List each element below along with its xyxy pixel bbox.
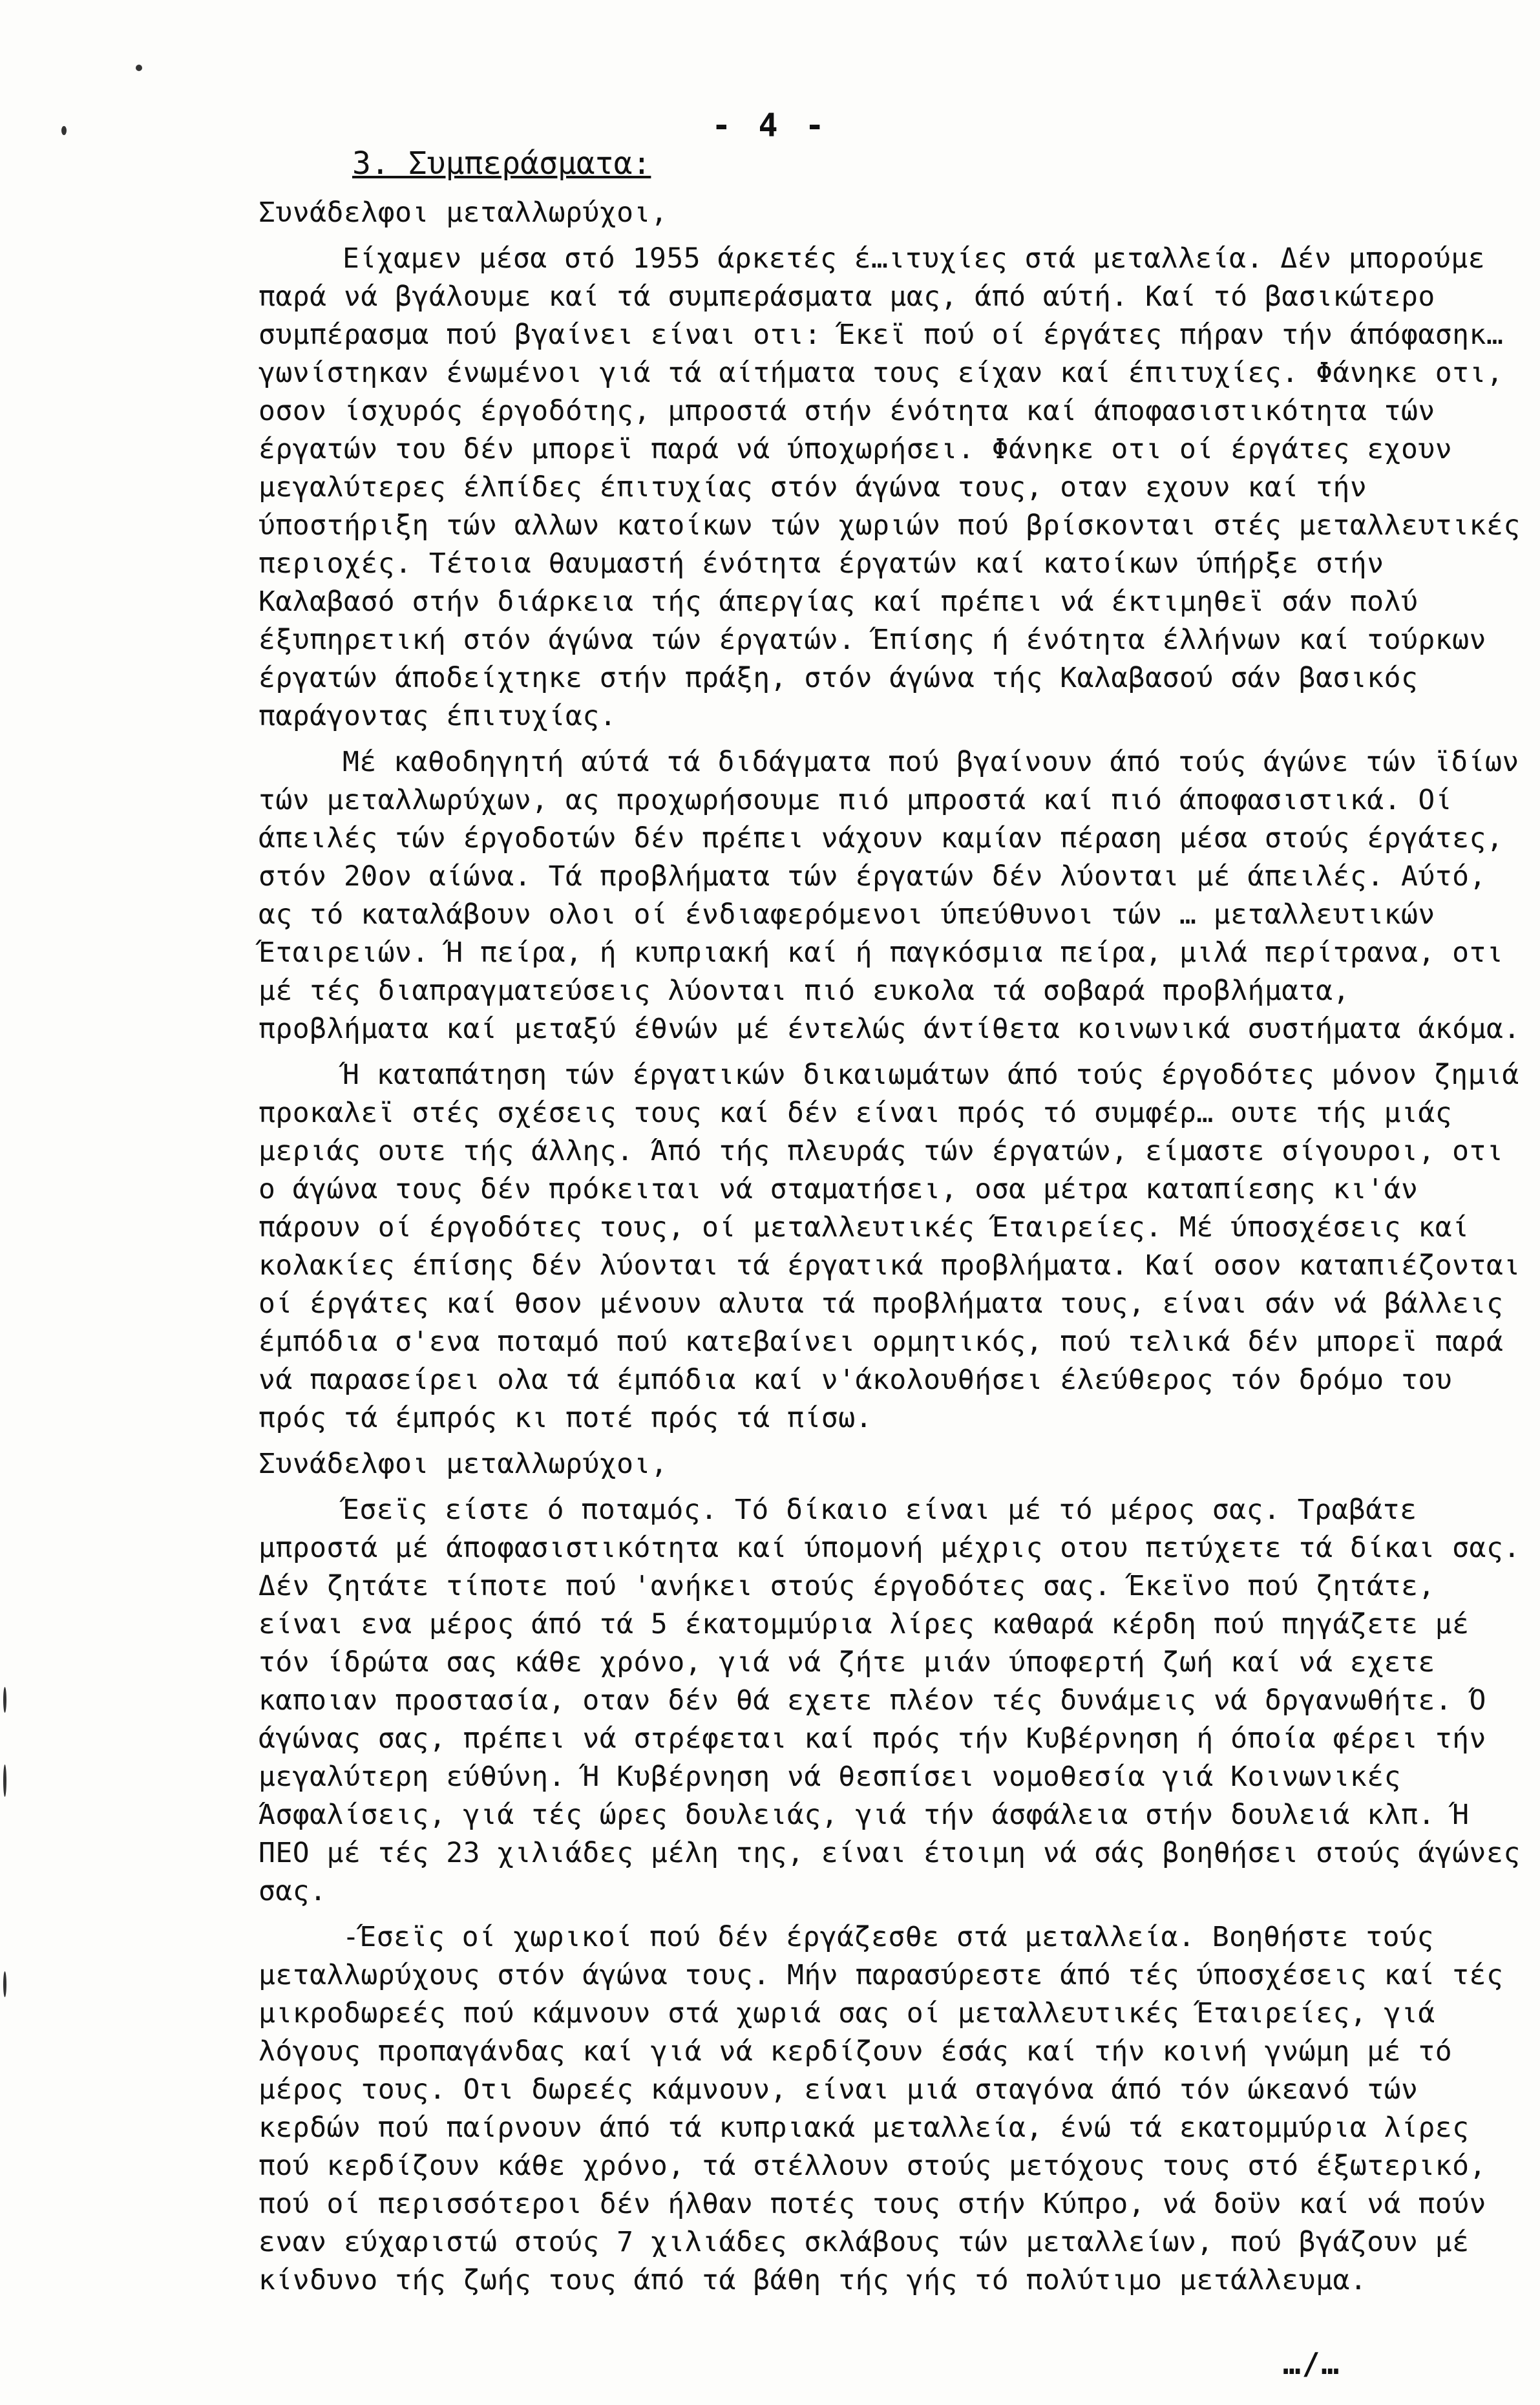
- body-text: [258, 194, 1538, 2307]
- scan-speck: [3, 1764, 6, 1797]
- paragraph: Έσεϊς είστε ό ποταμός. Τό δίκαιο είναι μέ τό μέρος σας. Τραβάτε μπροστά μέ άποφασιστικότητα καί ύπομονή μέχρις οτου πετύχετε τά δίκαι σας. Δέν ζητάτε τίποτε πού 'ανήκει στούς έργοδότες σας. Έκεϊνο πού ζητάτε, είναι ενα μέρος άπό τά 5 έκατομμύρια λίρες καθαρά κέρδη πού πηγάζετε μέ τόν ίδρώτα σας κάθε χρόνο, γιά νά ζήτε μιάν ύποφερτή ζωή καί νά εχετε καποιαν προστασία, οταν δέν θά εχετε πλέον τές δυνάμεις νά δργανωθήτε. Ό άγώνας σας, πρέπει νά στρέφεται καί πρός τήν Κυβέρνηση ή όποία φέρει τήν μεγαλύτερη εύθύνη. Ή Κυβέρνηση νά θεσπίσει νομοθεσία γιά Κοινωνικές Άσφαλίσεις, γιά τές ώρες δουλειάς, γιά τήν άσφάλεια στήν δουλειά κλπ. Ή ΠΕΟ μέ τές 23 χιλιάδες μέλη της, είναι έτοιμη νά σάς βοηθήσει στούς άγώνες σας.: [258, 1494, 1538, 1907]
- scan-speck: [136, 65, 142, 71]
- paragraph: -Έσεϊς οί χωρικοί πού δέν έργάζεσθε στά μεταλλεία. Βοηθήστε τούς μεταλλωρύχους στόν άγώνα τους. Μήν παρασύρεστε άπό τές ύποσχέσεις καί τές μικροδωρεές πού κάμνουν στά χωριά σας οί μεταλλευτικές Έταιρείες, γιά λόγους προπαγάνδας καί γιά νά κερδίζουν έσάς καί τήν κοινή γνώμη μέ τό μέρος τους. Οτι δωρεές κάμνουν, είναι μιά σταγόνα άπό τόν ώκεανό τών κερδών πού παίρνουν άπό τά κυπριακά μεταλλεία, ένώ τά εκατομμύρια λίρες πού κερδίζουν κάθε χρόνο, τά στέλλουν στούς μετόχους τους στό έξωτερικό, πού οί περισσότεροι δέν ήλθαν ποτές τους στήν Κύπρο, νά δοϋν καί νά πούν εναν εύχαριστώ στούς 7 χιλιάδες σκλάβους τών μεταλλείων, πού βγάζουν μέ κίνδυνο τής ζωής τους άπό τά βάθη τής γής τό πολύτιμο μετάλλευμα.: [258, 1921, 1521, 2296]
- section-heading: 3. Συμπεράσματα:: [352, 145, 651, 182]
- paragraph: Ή καταπάτηση τών έργατικών δικαιωμάτων άπό τούς έργοδότες μόνον ζημιά προκαλεϊ στές σχέσεις τους καί δέν είναι πρός τό συμφέρ… ουτε τής μιάς μεριάς ουτε τής άλλης. Άπό τής πλευράς τών έργατών, είμαστε σίγουροι, οτι ο άγώνα τους δέν πρόκειται νά σταματήσει, οσα μέτρα καταπίεσης κι'άν πάρουν οί έργοδότες τους, οί μεταλλευτικές Έταιρείες. Μέ ύποσχέσεις καί κολακίες έπίσης δέν λύονται τά έργατικά προβλήματα. Καί οσον καταπιέζονται οί έργάτες καί θσον μένουν αλυτα τά προβλήματα τους, είναι σάν νά βάλλεις έμπόδια σ'ενα ποταμό πού κατεβαίνει ορμητικός, πού τελικά δέν μπορεϊ παρά νά παρασείρει ολα τά έμπόδια καί ν'άκολουθήσει έλεύθερος τόν δρόμο του πρός τά έμπρός κι ποτέ πρός τά πίσω.: [258, 1059, 1538, 1434]
- salutation: Συνάδελφοι μεταλλωρύχοι,: [258, 196, 668, 229]
- page-number: - 4 -: [712, 107, 828, 144]
- salutation: Συνάδελφοι μεταλλωρύχοι,: [258, 1448, 668, 1480]
- scan-speck: [3, 1687, 6, 1713]
- continuation-mark: …/…: [1283, 2346, 1341, 2381]
- paragraph: Μέ καθοδηγητή αύτά τά διδάγματα πού βγαίνουν άπό τούς άγώνε τών ϊδίων τών μεταλλωρύχων, ας προχωρήσουμε πιό μπροστά καί πιό άποφασιστικά. Οί άπειλές τών έργοδοτών δέν πρέπει νάχουν καμίαν πέραση μέσα στούς έργάτες, στόν 20ον αίώνα. Τά προβλήματα τών έργατών δέν λύονται μέ άπειλές. Αύτό, ας τό καταλάβουν ολοι οί ένδιαφερόμενοι ύπεύθυνοι τών … μεταλλευτικών Έταιρειών. Ή πείρα, ή κυπριακή καί ή παγκόσμια πείρα, μιλά περίτρανα, οτι μέ τές διαπραγματεύσεις λύονται πιό ευκολα τά σοβαρά προβλήματα, προβλήματα καί μεταξύ έθνών μέ έντελώς άντίθετα κοινωνικά συστήματα άκόμα.: [258, 746, 1537, 1045]
- scan-speck: [3, 1971, 6, 1997]
- paragraph: Είχαμεν μέσα στό 1955 άρκετές έ…ιτυχίες στά μεταλλεία. Δέν μπορούμε παρά νά βγάλουμε καί τά συμπεράσματα μας, άπό αύτή. Καί τό βασικώτερο συμπέρασμα πού βγαίνει είναι οτι: Έκεϊ πού οί έργάτες πήραν τήν άπόφασηκ…γωνίστηκαν ένωμένοι γιά τά αίτήματα τους είχαν καί έπιτυχίες. Φάνηκε οτι, οσον ίσχυρός έργοδότης, μπροστά στήν ένότητα καί άποφασιστικότητα τών έργατών του δέν μπορεϊ παρά νά ύποχωρήσει. Φάνηκε οτι οί έργάτες εχουν μεγαλύτερες έλπίδες έπιτυχίας στόν άγώνα τους, οταν εχουν καί τήν ύποστήριξη τών αλλων κατοίκων τών χωριών πού βρίσκονται στές μεταλλευτικές περιοχές. Τέτοια θαυμαστή ένότητα έργατών καί κατοίκων ύπήρξε στήν Καλαβασό στήν διάρκεια τής άπεργίας καί πρέπει νά έκτιμηθεϊ σάν πολύ έξυπηρετική στόν άγώνα τών έργατών. Έπίσης ή ένότητα έλλήνων καί τούρκων έργατών άποδείχτηκε στήν πράξη, στόν άγώνα τής Καλαβασού σάν βασικός παράγοντας έπιτυχίας.: [258, 242, 1538, 732]
